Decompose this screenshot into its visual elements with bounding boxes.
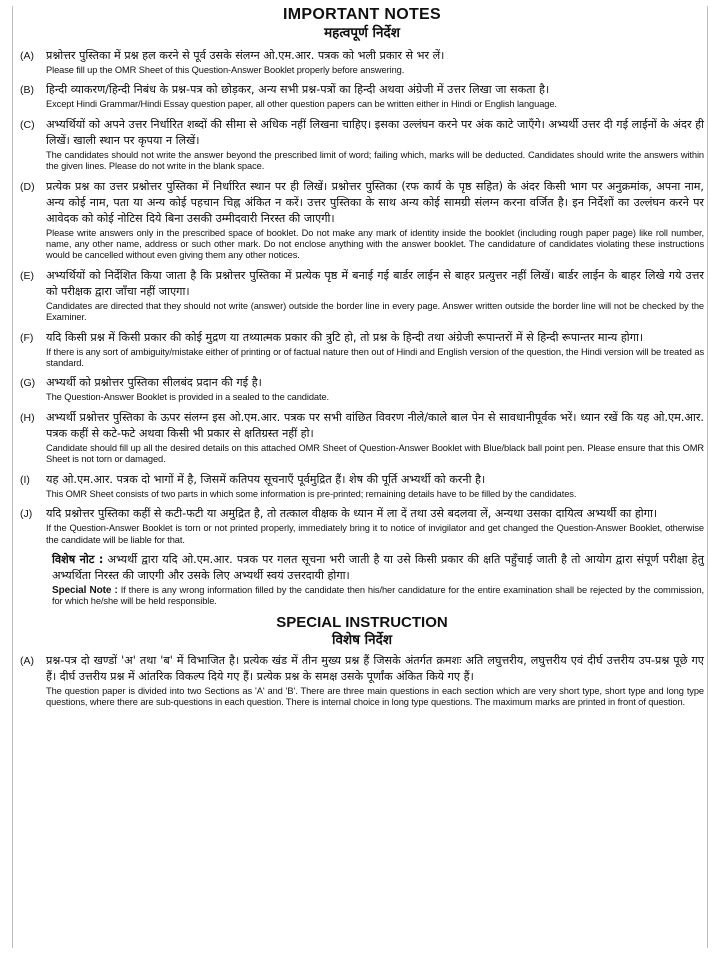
note-item	[14, 179, 710, 262]
special-instruction-title-english: SPECIAL INSTRUCTION	[276, 613, 448, 631]
note-hindi-text: यह ओ.एम.आर. पत्रक दो भागों में है, जिसमें कतिपय सूचनाएँ पूर्वमुद्रित हैं। शेष की पूर्ति अभ्यर्थी को करनी है।	[46, 472, 486, 486]
notes-list	[14, 48, 710, 546]
note-english-text: If the Question-Answer Booklet is torn or not printed properly, immediately bring it to notice of invigilator and get changed the Question-Answer Booklet, otherwise the candidate will be liable for that.	[46, 523, 704, 545]
note-label: (G)	[20, 377, 36, 390]
note-label: (H)	[20, 411, 35, 424]
note-hindi-text: अभ्यर्थी प्रश्नोत्तर पुस्तिका के ऊपर संलग्न इस ओ.एम.आर. पत्रक पर सभी वांछित विवरण नीले/काले बाल पेन से सावधानीपूर्वक भरें। ध्यान रखें कि यह ओ.एम.आर. पत्रक कहीं से कटे-फटे अथवा किसी भी प्रकार से क्षतिग्रस्त नहीं हो।	[46, 410, 704, 440]
note-english-text: The Question-Answer Booklet is provided in a sealed to the candidate.	[46, 392, 330, 403]
special-instruction-title-hindi: विशेष निर्देश	[331, 631, 393, 648]
title-english: IMPORTANT NOTES	[283, 6, 441, 23]
note-english-text: The question paper is divided into two Sections as 'A' and 'B'. There are three main questions in each section which are very short type, short type and long type questions, where there are sub-questions in each question. There is internal choice in long type questions. The maximum marks are printed in front of question.	[46, 685, 704, 708]
note-body	[46, 268, 710, 324]
note-english-text: The candidates should not write the answer beyond the prescribed limit of word; failing which, marks will be deducted. Candidates should write the answers within the given lines. Please do not write in the blank space.	[46, 149, 704, 172]
note-body	[46, 48, 710, 76]
note-english-text: If there is any sort of ambiguity/mistake either of printing or of factual nature then out of Hindi and English version of the question, the Hindi version will be treated as standard.	[46, 346, 704, 369]
note-english-text: Candidate should fill up all the desired details on this attached OMR Sheet of Question-Answer Booklet with Blue/black ball point pen. Please ensure that this OMR Sheet is not torn or damaged.	[46, 442, 704, 465]
note-hindi-text: हिन्दी व्याकरण/हिन्दी निबंध के प्रश्न-पत्र को छोड़कर, अन्य सभी प्रश्न-पत्रों का हिन्दी अथवा अंग्रेजी में उत्तर लिखा जा सकता है।	[46, 83, 550, 97]
note-body	[46, 410, 710, 466]
note-label: (F)	[20, 331, 34, 344]
note-item	[14, 410, 710, 466]
note-english-text: Please write answers only in the prescribed space of booklet. Do not make any mark of identity inside the booklet (including rough paper page) like roll number, name, any other name, address or such other mark. Do not enclose anything with the answer booklet. The candidature of candidates violating these instructions would be cancelled without even giving them any other notices.	[46, 227, 704, 261]
note-body	[46, 117, 710, 173]
special-note-english-label: Special Note :	[52, 584, 118, 596]
note-body	[46, 330, 710, 370]
note-item	[14, 268, 710, 324]
note-item	[14, 330, 710, 370]
special-note-hindi	[52, 552, 704, 584]
note-body	[46, 82, 710, 110]
note-item	[14, 82, 710, 110]
note-body	[46, 472, 710, 500]
note-label: (C)	[20, 118, 35, 131]
note-hindi-text: यदि किसी प्रश्न में किसी प्रकार की कोई मुद्रण या तथ्यात्मक प्रकार की त्रुटि हो, तो प्रश्न के हिन्दी तथा अंग्रेजी रूपान्तरों में से हिन्दी रूपान्तर मान्य होगा।	[46, 330, 644, 344]
note-body	[46, 375, 710, 403]
note-english-text: Except Hindi Grammar/Hindi Essay question paper, all other question papers can be written either in Hindi or English language.	[46, 99, 557, 110]
note-label: (E)	[20, 269, 34, 282]
note-body	[46, 506, 710, 546]
note-item	[14, 48, 710, 76]
note-label: (J)	[20, 508, 33, 521]
special-note-hindi-label: विशेष नोट :	[52, 552, 104, 566]
note-hindi-text: प्रश्न-पत्र दो खण्डों 'अ' तथा 'ब' में विभाजित है। प्रत्येक खंड में तीन मुख्य प्रश्न हैं जिसके अंतर्गत क्रमशः अति लघुत्तरीय, लघुत्तरीय एवं दीर्घ उत्तरीय उप-प्रश्न पूछे गए हैं। दीर्घ उत्तरीय प्रश्न में आंतरिक विकल्प दिये गए हैं। प्रत्येक प्रश्न के समक्ष उसके पूर्णांक अंकित किये गए हैं।	[46, 653, 704, 683]
note-body	[46, 653, 710, 709]
note-label: (D)	[20, 180, 35, 193]
note-hindi-text: प्रश्नोत्तर पुस्तिका में प्रश्न हल करने से पूर्व उसके संलग्न ओ.एम.आर. पत्रक को भली प्रकार से भर लें।	[46, 49, 445, 62]
note-item	[14, 375, 710, 403]
note-english-text: Candidates are directed that they should not write (answer) outside the border line in every page. Answer written outside the border line will not be checked by the Examiner.	[46, 300, 704, 323]
note-english-text: This OMR Sheet consists of two parts in which some information is pre-printed; remaining details have to be filled by the candidates.	[46, 488, 577, 499]
note-item	[14, 117, 710, 173]
note-label: (A)	[20, 654, 34, 667]
note-hindi-text: अभ्यर्थियों को अपने उत्तर निर्धारित शब्दों की सीमा से अधिक नहीं लिखना चाहिए। इसका उल्लंघन करने पर अंक काटे जाएँगे। अभ्यर्थी उत्तर दी गई लाईनों के अंदर ही लिखें। खाली स्थान पर कृपया न लिखें।	[46, 117, 704, 147]
special-note-english	[52, 585, 704, 608]
special-note	[52, 552, 710, 608]
note-body	[46, 179, 710, 262]
note-item	[14, 472, 710, 500]
special-instruction-list	[14, 653, 710, 709]
special-note-hindi-text: अभ्यर्थी द्वारा यदि ओ.एम.आर. पत्रक पर गलत सूचना भरी जाती है या उसे किसी प्रकार की क्षति पहुँचाई जाती है तो आयोग द्वारा संपूर्ण परीक्षा हेतु अभ्यर्थिता निरस्त की जाएगी और उसके लिए अभ्यर्थी स्वयं उत्तरदायी होगा।	[52, 552, 704, 582]
note-item	[14, 653, 710, 709]
note-hindi-text: प्रत्येक प्रश्न का उत्तर प्रश्नोत्तर पुस्तिका में निर्धारित स्थान पर ही लिखें। प्रश्नोत्तर पुस्तिका (रफ कार्य के पृष्ठ सहित) के अंदर किसी भाग पर अनुक्रमांक, अपना नाम, अन्य कोई नाम, पता या अन्य कोई पहचान चिह्न अंकित न करें। उत्तर पुस्तिका के साथ अन्य कोई सामग्री संलग्न करना वर्जित है। इन निर्देशों का उल्लंघन करने पर आवेदक को कोई नोटिस दिये बिना उसकी उम्मीदवारी निरस्त की जाएगी।	[46, 179, 704, 225]
note-hindi-text: अभ्यर्थी को प्रश्नोत्तर पुस्तिका सीलबंद प्रदान की गई है।	[46, 376, 262, 390]
note-english-text: Please fill up the OMR Sheet of this Question-Answer Booklet properly before answering.	[46, 65, 405, 75]
note-hindi-text: अभ्यर्थियों को निर्देशित किया जाता है कि प्रश्नोत्तर पुस्तिका में प्रत्येक पृष्ठ में बनाई गई बार्डर लाईन से बाहर प्रत्युत्तर नहीं लिखें। बार्डर लाईन के बाहर लिखे गये उत्तर को परीक्षक द्वारा जाँचा नहीं जाएगा।	[46, 268, 704, 298]
note-label: (B)	[20, 84, 34, 97]
special-note-english-text: If there is any wrong information filled by the candidate then his/her candidature for the entire examination shall be rejected by the commission, for which he/she will be held responsible.	[52, 584, 705, 607]
note-label: (I)	[20, 473, 30, 486]
title-hindi: महत्वपूर्ण निर्देश	[324, 25, 400, 41]
note-item	[14, 506, 710, 546]
note-label: (A)	[20, 50, 34, 62]
note-hindi-text: यदि प्रश्नोत्तर पुस्तिका कहीं से कटी-फटी या अमुद्रित है, तो तत्काल वीक्षक के ध्यान में ला दें तथा उसे बदलवा लें, अन्यथा उसका दायित्व अभ्यर्थी का होगा।	[46, 507, 658, 521]
